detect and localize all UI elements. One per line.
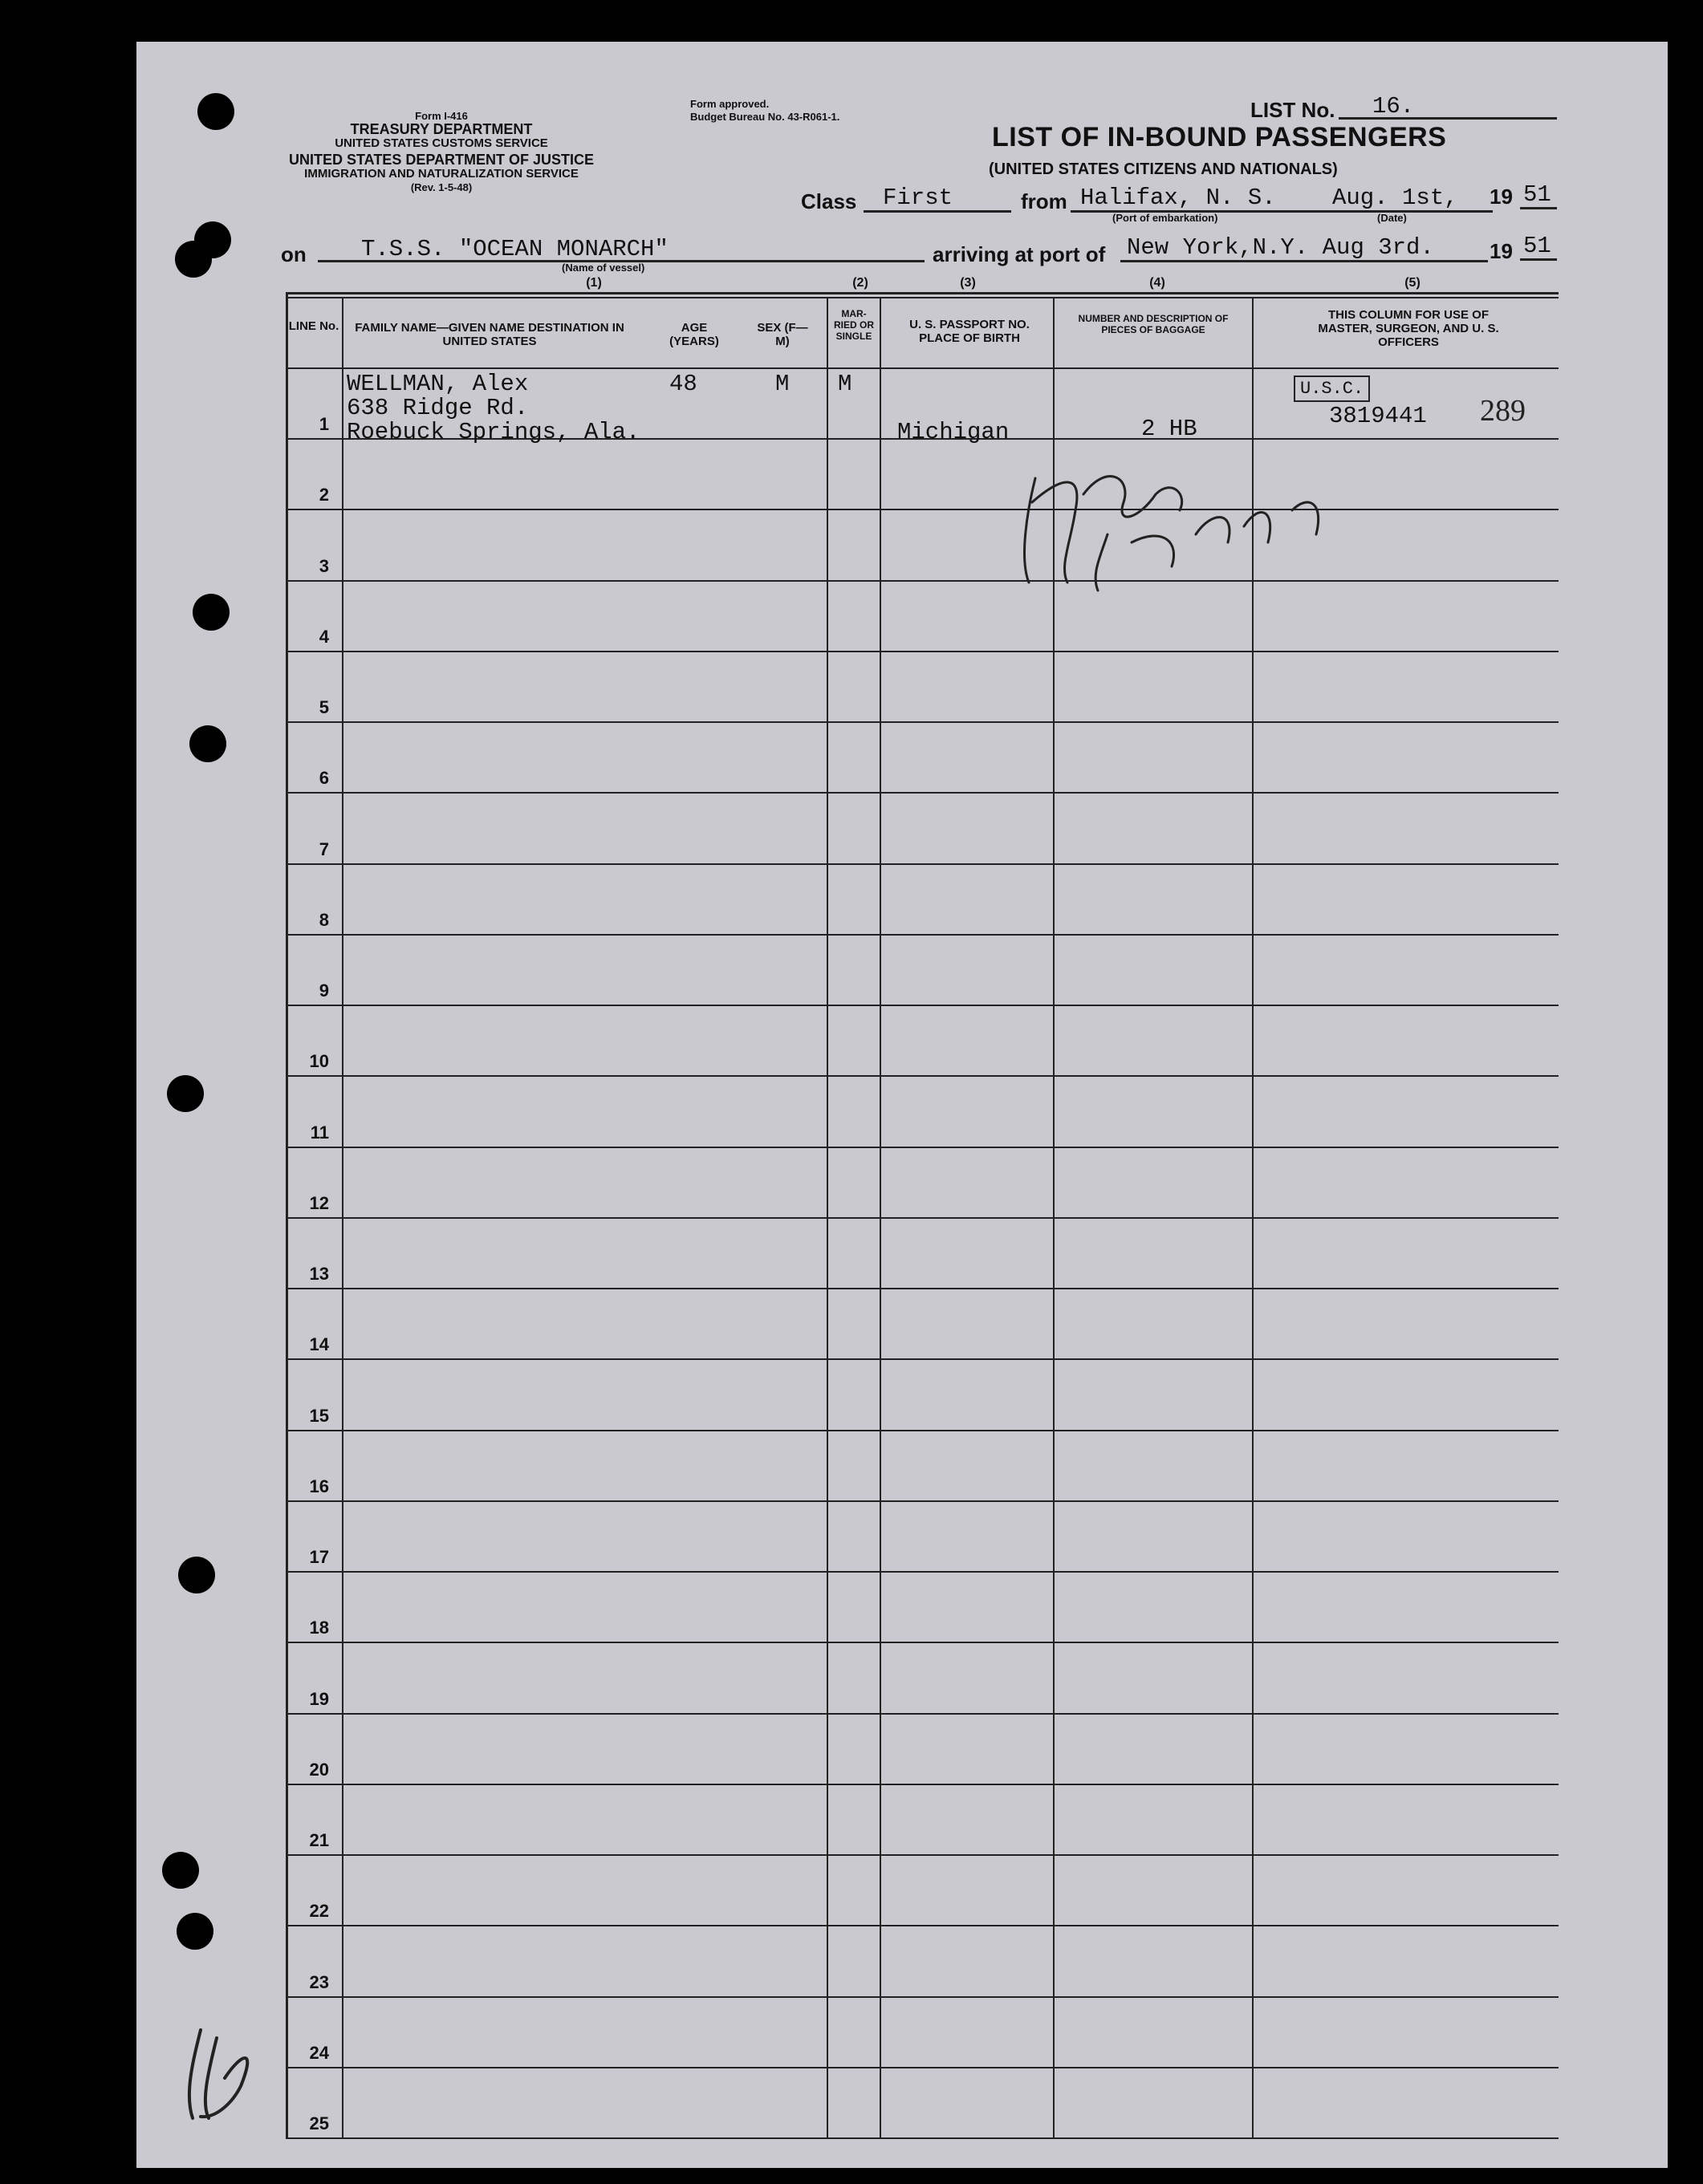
list-no-underline — [1339, 117, 1557, 120]
col-num-2: (2) — [852, 276, 868, 290]
passenger-age: 48 — [669, 371, 697, 397]
from-label: from — [1021, 189, 1067, 213]
table-row — [286, 509, 1559, 510]
table-row — [286, 792, 1559, 794]
col-header-name: FAMILY NAME—GIVEN NAME DESTINATION IN UNITED STATES — [355, 321, 624, 348]
document-page — [136, 42, 1668, 2168]
table-top-border — [286, 292, 1559, 294]
table-row — [286, 1925, 1559, 1926]
row-number: 1 — [319, 414, 329, 434]
passenger-address-street: 638 Ridge Rd. — [347, 395, 529, 421]
punch-hole — [167, 1075, 204, 1112]
page-title: LIST OF IN-BOUND PASSENGERS — [992, 122, 1447, 152]
table-row — [286, 1571, 1559, 1573]
punch-hole — [193, 594, 230, 631]
row-number: 3 — [319, 556, 329, 576]
class-underline — [864, 210, 1011, 213]
table-row — [286, 1996, 1559, 1998]
col-line-left — [286, 292, 288, 2139]
punch-hole — [189, 725, 226, 762]
row-number: 5 — [319, 697, 329, 717]
col-header-baggage: NUMBER AND DESCRIPTION OF PIECES OF BAGGAGE — [1078, 313, 1229, 335]
margin-handwritten-mark — [169, 2022, 265, 2126]
table-row — [286, 1854, 1559, 1856]
table-row — [286, 1430, 1559, 1431]
table-header-bottom — [286, 367, 1559, 369]
department-justice: UNITED STATES DEPARTMENT OF JUSTICE — [288, 152, 594, 168]
agency-header — [265, 109, 618, 194]
row-number: 14 — [309, 1334, 329, 1354]
table-row — [286, 1147, 1559, 1148]
row-number: 22 — [309, 1901, 329, 1921]
list-no-value: 16. — [1372, 93, 1415, 120]
date-underline — [1332, 210, 1493, 213]
row-number: 21 — [309, 1830, 329, 1850]
arriving-label: arriving at port of — [933, 242, 1106, 266]
punch-hole — [197, 93, 234, 130]
on-label: on — [281, 242, 307, 266]
handwritten-signature — [1011, 446, 1348, 607]
row-number: 17 — [309, 1547, 329, 1567]
col-header-married: MAR- RIED OR SINGLE — [833, 308, 874, 342]
punch-hole — [175, 241, 212, 278]
table-row — [286, 934, 1559, 936]
row-number: 4 — [319, 627, 329, 647]
from-value: Halifax, N. S. — [1080, 185, 1276, 211]
table-top-border-inner — [286, 297, 1559, 298]
row-number: 10 — [309, 1051, 329, 1071]
row-number: 7 — [319, 839, 329, 859]
officer-number: 289 — [1480, 394, 1526, 428]
punch-hole — [178, 1557, 215, 1593]
department-treasury: TREASURY DEPARTMENT — [350, 121, 533, 137]
table-row — [286, 1358, 1559, 1360]
table-row — [286, 1217, 1559, 1219]
table-row — [286, 1500, 1559, 1502]
col-num-1: (1) — [586, 276, 602, 290]
passenger-marital: M — [838, 371, 852, 397]
table-row — [286, 1075, 1559, 1077]
punch-hole — [162, 1852, 199, 1889]
row-number: 13 — [309, 1264, 329, 1284]
class-value: First — [883, 185, 953, 211]
officer-stamp — [1294, 376, 1370, 402]
table-row — [286, 580, 1559, 582]
row-number: 9 — [319, 980, 329, 1001]
vessel-value: T.S.S. "OCEAN MONARCH" — [361, 236, 669, 262]
form-approved: Form approved. — [690, 98, 770, 110]
passenger-birthplace: Michigan — [897, 419, 1010, 445]
year-value: 51 — [1523, 181, 1551, 208]
punch-hole — [177, 1913, 213, 1950]
passenger-address-city: Roebuck Springs, Ala. — [347, 419, 640, 445]
row-number: 24 — [309, 2043, 329, 2063]
arr-year-prefix: 19 — [1490, 239, 1513, 263]
table-row — [286, 2067, 1559, 2068]
col-header-line: LINE No. — [288, 319, 339, 333]
table-row — [286, 1784, 1559, 1785]
table-row — [286, 1713, 1559, 1715]
col-header-passport: U. S. PASSPORT NO. PLACE OF BIRTH — [909, 318, 1030, 345]
arriving-value: New York,N.Y. Aug 3rd. — [1127, 234, 1434, 261]
col-header-officers: THIS COLUMN FOR USE OF MASTER, SURGEON, AND U. S. OFFICERS — [1318, 308, 1499, 349]
col-num-4: (4) — [1149, 276, 1165, 290]
table-row — [286, 721, 1559, 723]
row-number: 16 — [309, 1476, 329, 1496]
row-number: 12 — [309, 1193, 329, 1213]
stamp-text: U.S.C. — [1300, 379, 1364, 399]
port-caption: (Port of embarkation) — [1112, 212, 1218, 224]
page-subtitle: (UNITED STATES CITIZENS AND NATIONALS) — [989, 160, 1338, 178]
row-number: 8 — [319, 910, 329, 930]
table-row — [286, 863, 1559, 865]
class-label: Class — [801, 189, 857, 213]
row-number: 2 — [319, 485, 329, 505]
table-row — [286, 1288, 1559, 1289]
approval-note — [690, 98, 839, 124]
row-number: 18 — [309, 1618, 329, 1638]
table-row — [286, 1642, 1559, 1643]
table-row — [286, 2137, 1559, 2139]
col-num-5: (5) — [1404, 276, 1421, 290]
budget-bureau: Budget Bureau No. 43-R061-1. — [690, 111, 840, 123]
vessel-caption: (Name of vessel) — [562, 262, 645, 274]
row-number: 19 — [309, 1689, 329, 1709]
table-row — [286, 1005, 1559, 1006]
ins-service: IMMIGRATION AND NATURALIZATION SERVICE — [304, 167, 579, 181]
list-no-label: LIST No. — [1250, 98, 1335, 122]
row-number: 25 — [309, 2113, 329, 2133]
passenger-baggage: 2 HB — [1141, 416, 1197, 442]
customs-service: UNITED STATES CUSTOMS SERVICE — [335, 136, 548, 150]
passenger-name: WELLMAN, Alex — [347, 371, 529, 397]
row-number: 6 — [319, 768, 329, 788]
year-underline — [1520, 207, 1557, 209]
col-header-sex: SEX (F—M) — [757, 321, 808, 348]
row-number: 11 — [310, 1122, 329, 1143]
table-row — [286, 651, 1559, 652]
passenger-sex: M — [775, 371, 790, 397]
arr-year-underline — [1520, 258, 1557, 261]
certificate-number: 3819441 — [1329, 403, 1427, 429]
arr-year-value: 51 — [1523, 233, 1551, 259]
row-number: 20 — [309, 1760, 329, 1780]
row-number: 15 — [309, 1406, 329, 1426]
col-num-3: (3) — [960, 276, 976, 290]
date-value: Aug. 1st, — [1332, 185, 1458, 211]
row-number: 23 — [309, 1972, 329, 1992]
date-caption: (Date) — [1377, 212, 1407, 224]
col-header-age: AGE (YEARS) — [669, 321, 719, 348]
form-number: Form I-416 — [415, 110, 468, 122]
revision-date: (Rev. 1-5-48) — [410, 181, 473, 193]
year-prefix: 19 — [1490, 185, 1513, 209]
arriving-underline — [1120, 260, 1488, 262]
